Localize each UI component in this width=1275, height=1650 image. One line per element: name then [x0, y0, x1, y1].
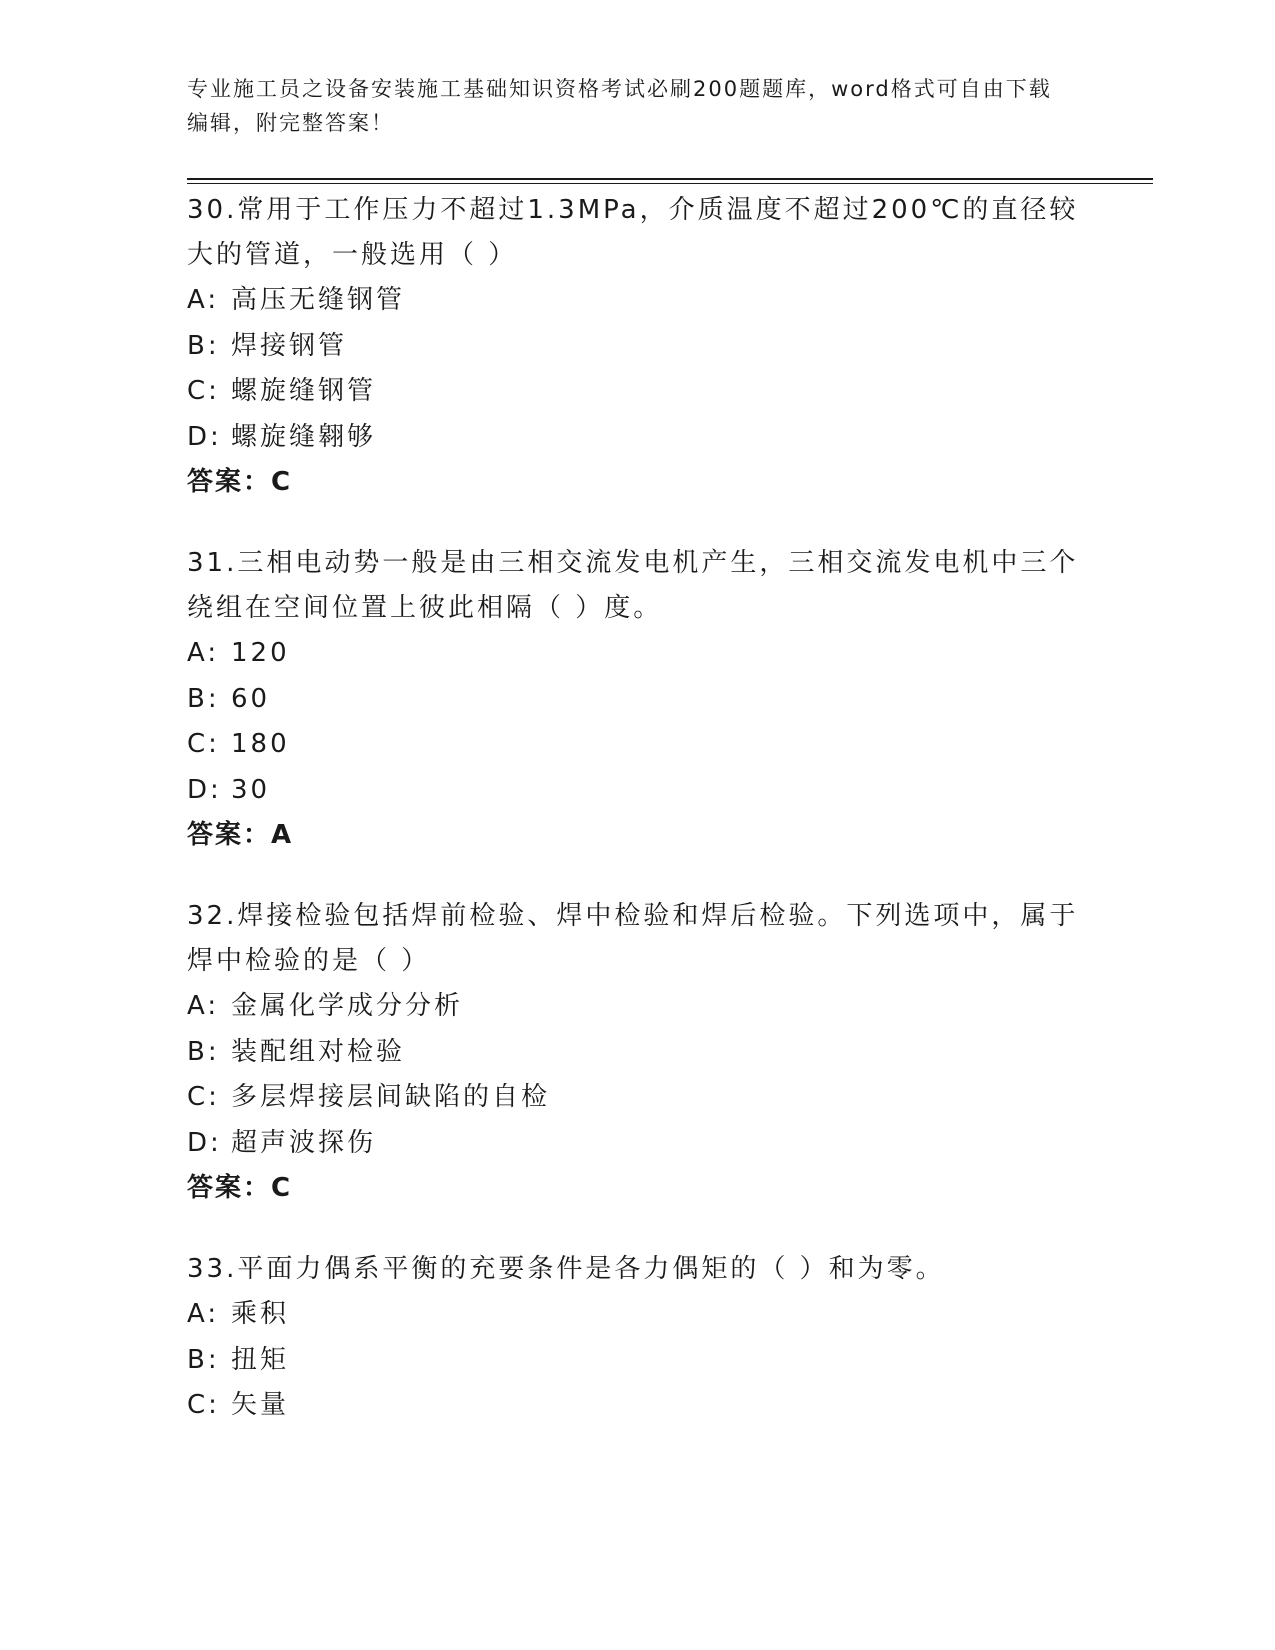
option-text: 60	[231, 683, 271, 714]
question-31	[187, 541, 1087, 858]
option-d	[187, 1121, 1087, 1167]
option-a	[187, 631, 1087, 677]
question-text: 33.平面力偶系平衡的充要条件是各力偶矩的（ ）和为零。	[187, 1254, 945, 1284]
option-b	[187, 677, 1087, 723]
question-text: 31.三相电动势一般是由三相交流发电机产生，三相交流发电机中三个绕组在空间位置上彼此相隔（ ）度。	[187, 548, 1079, 623]
question-30	[187, 188, 1087, 505]
option-letter: D:	[187, 1127, 222, 1158]
option-letter: B:	[187, 1344, 220, 1375]
option-d	[187, 768, 1087, 814]
option-letter: C:	[187, 1390, 220, 1420]
document-header: 专业施工员之设备安装施工基础知识资格考试必刷200题题库，word格式可自由下载编辑，附完整答案！	[187, 77, 1052, 135]
option-letter: B:	[187, 1036, 220, 1067]
option-c	[187, 369, 1087, 415]
option-text: 高压无缝钢管	[231, 285, 406, 315]
question-list	[187, 188, 1087, 1465]
option-text: 超声波探伤	[231, 1127, 377, 1158]
option-c	[187, 1075, 1087, 1121]
question-text: 32.焊接检验包括焊前检验、焊中检验和焊后检验。下列选项中，属于焊中检验的是（ ）	[187, 901, 1079, 976]
option-letter: B:	[187, 330, 220, 361]
option-text: 多层焊接层间缺陷的自检	[231, 1082, 551, 1112]
option-text: 乘积	[231, 1299, 290, 1329]
option-letter: C:	[187, 729, 220, 759]
option-letter: C:	[187, 376, 220, 406]
option-text: 矢量	[231, 1390, 290, 1420]
option-a	[187, 1292, 1087, 1338]
header-divider-thin	[187, 183, 1153, 184]
option-a	[187, 278, 1087, 324]
option-letter: A:	[187, 638, 220, 668]
question-32	[187, 894, 1087, 1211]
option-text: 180	[231, 729, 290, 759]
option-text: 装配组对检验	[231, 1036, 406, 1067]
option-letter: A:	[187, 991, 220, 1021]
option-text: 螺旋缝钢管	[231, 376, 377, 406]
option-text: 扭矩	[231, 1344, 290, 1375]
option-b	[187, 324, 1087, 370]
option-a	[187, 984, 1087, 1030]
option-letter: A:	[187, 1299, 220, 1329]
option-letter: B:	[187, 683, 220, 714]
option-b	[187, 1338, 1087, 1384]
option-d	[187, 415, 1087, 461]
question-text: 30.常用于工作压力不超过1.3MPa，介质温度不超过200℃的直径较大的管道，一般选用（ ）	[187, 195, 1079, 270]
option-text: 螺旋缝翱够	[231, 421, 377, 452]
option-text: 金属化学成分分析	[231, 991, 464, 1021]
answer-line: 答案：C	[187, 467, 293, 497]
option-text: 30	[231, 774, 271, 805]
option-text: 120	[231, 638, 290, 668]
option-letter: D:	[187, 774, 222, 805]
option-letter: C:	[187, 1082, 220, 1112]
option-letter: A:	[187, 285, 220, 315]
question-33	[187, 1247, 1087, 1429]
option-letter: D:	[187, 421, 222, 452]
answer-line: 答案：C	[187, 1173, 293, 1203]
option-c	[187, 722, 1087, 768]
option-c	[187, 1383, 1087, 1429]
header-divider-thick	[187, 178, 1153, 180]
answer-line: 答案：A	[187, 820, 294, 850]
option-text: 焊接钢管	[231, 330, 348, 361]
option-b	[187, 1030, 1087, 1076]
